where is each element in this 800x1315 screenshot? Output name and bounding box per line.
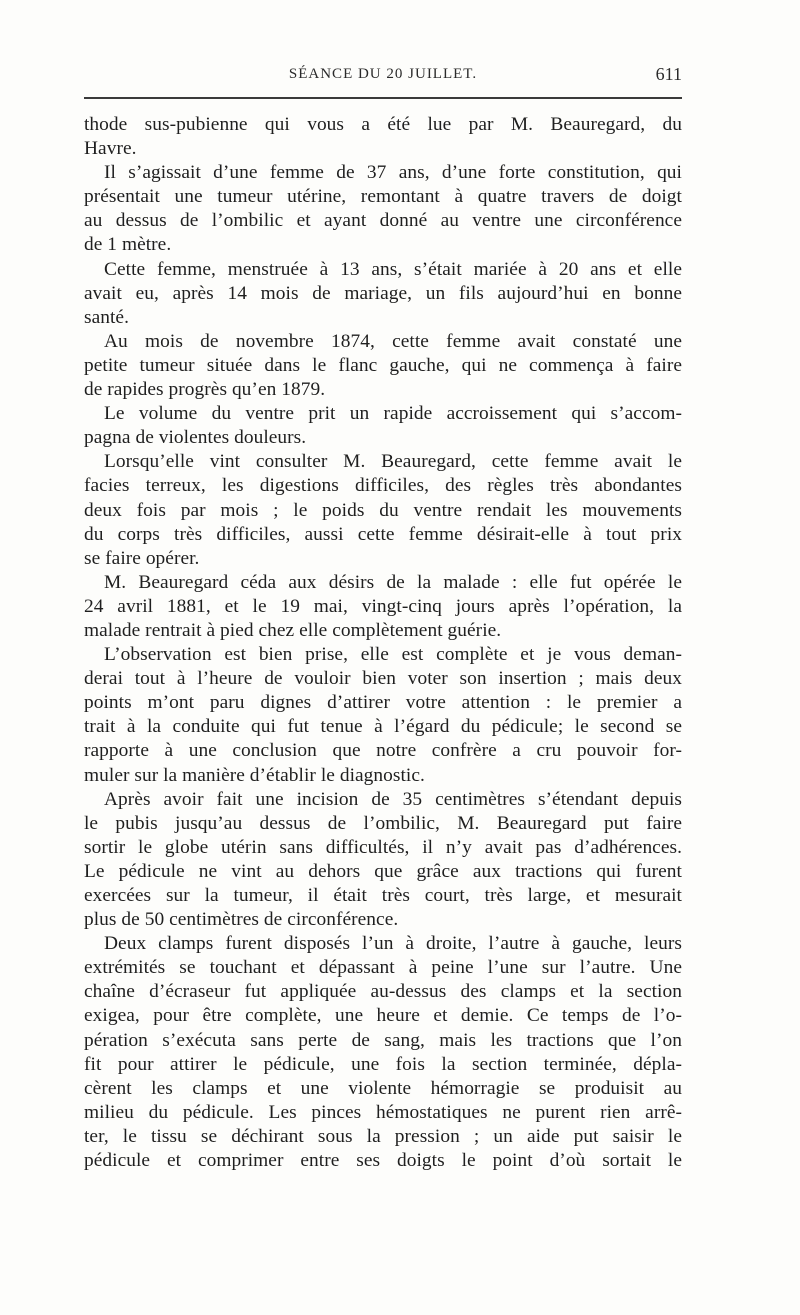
text-line: M. Beauregard céda aux désirs de la malade : elle fut opérée le <box>104 571 682 593</box>
text-line: Cette femme, menstruée à 13 ans, s’était mariée à 20 ans et elle <box>104 258 682 280</box>
text-line: Lorsqu’elle vint consulter M. Beauregard, cette femme avait le <box>104 451 682 473</box>
running-title: SÉANCE DU 20 JUILLET. <box>288 66 478 82</box>
text-line: de 1 mètre. <box>84 234 172 256</box>
text-line: malade rentrait à pied chez elle complètement guérie. <box>84 619 502 641</box>
text-line: Il s’agissait d’une femme de 37 ans, d’une forte constitution, qui <box>104 162 682 184</box>
text-line: de rapides progrès qu’en 1879. <box>84 379 326 401</box>
text-line: Le volume du ventre prit un rapide accroissement qui s’accom- <box>104 403 682 425</box>
text-line: exigea, pour être complète, une heure et demie. Ce temps de l’o- <box>84 1005 682 1027</box>
header-rule <box>84 97 682 99</box>
text-line: avait eu, après 14 mois de mariage, un fils aujourd’hui en bonne <box>84 282 682 304</box>
text-line: extrémités se touchant et dépassant à peine l’une sur l’autre. Une <box>84 957 682 979</box>
text-line: se faire opérer. <box>84 547 200 569</box>
text-line: pération s’exécuta sans perte de sang, mais les tractions que l’on <box>84 1029 682 1051</box>
text-line: pagna de violentes douleurs. <box>84 427 307 449</box>
page-number: 611 <box>655 64 682 84</box>
text-line: deux fois par mois ; le poids du ventre rendait les mouvements <box>84 499 682 521</box>
text-line: Havre. <box>84 138 137 160</box>
text-line: exercées sur la tumeur, il était très court, très large, et mesurait <box>84 885 682 906</box>
text-line: facies terreux, les digestions difficiles, des règles très abondantes <box>84 475 682 497</box>
text-line: derai tout à l’heure de vouloir bien voter son insertion ; mais deux <box>84 668 682 690</box>
text-line: sortir le globe utérin sans difficultés, il n’y avait pas d’adhérences. <box>84 836 682 858</box>
text-line: présentait une tumeur utérine, remontant à quatre travers de doigt <box>84 186 682 208</box>
text-line: Après avoir fait une incision de 35 centimètres s’étendant depuis <box>104 788 682 810</box>
text-line: thode sus-pubienne qui vous a été lue par M. Beauregard, du <box>84 114 682 135</box>
text-line: Le pédicule ne vint au dehors que grâce aux tractions qui furent <box>84 860 682 882</box>
text-line: au dessus de l’ombilic et ayant donné au ventre une circonférence <box>84 210 682 232</box>
running-head <box>84 62 682 92</box>
text-line: Deux clamps furent disposés l’un à droite, l’autre à gauche, leurs <box>104 933 682 955</box>
text-line: cèrent les clamps et une violente hémorragie se produisit au <box>84 1077 682 1099</box>
text-line: L’observation est bien prise, elle est complète et je vous deman- <box>104 644 682 666</box>
text-line: santé. <box>84 306 129 328</box>
text-line: milieu du pédicule. Les pinces hémostatiques ne purent rien arrê- <box>84 1101 682 1123</box>
text-line: du corps très difficiles, aussi cette femme désirait-elle à tout prix <box>84 523 682 545</box>
text-line: petite tumeur située dans le flanc gauche, qui ne commença à faire <box>84 354 682 376</box>
text-line: chaîne d’écraseur fut appliquée au-dessus des clamps et la section <box>84 981 682 1003</box>
text-line: pédicule et comprimer entre ses doigts le point d’où sortait le <box>84 1150 682 1172</box>
text-line: trait à la conduite qui fut tenue à l’égard du pédicule; le second se <box>84 716 682 738</box>
text-line: points m’ont paru dignes d’attirer votre attention : le premier a <box>84 692 682 714</box>
body-text <box>84 113 682 1173</box>
text-line: plus de 50 centimètres de circonférence. <box>84 909 399 931</box>
text-line: rapporte à une conclusion que notre confrère a cru pouvoir for- <box>84 740 682 762</box>
text-line: muler sur la manière d’établir le diagnostic. <box>84 764 425 786</box>
text-line: le pubis jusqu’au dessus de l’ombilic, M. Beauregard put faire <box>84 812 682 834</box>
text-line: fit pour attirer le pédicule, une fois la section terminée, dépla- <box>84 1053 682 1075</box>
text-line: Au mois de novembre 1874, cette femme avait constaté une <box>104 330 682 352</box>
text-line: 24 avril 1881, et le 19 mai, vingt-cinq jours après l’opération, la <box>84 595 682 617</box>
text-line: ter, le tissu se déchirant sous la pression ; un aide put saisir le <box>84 1125 682 1147</box>
